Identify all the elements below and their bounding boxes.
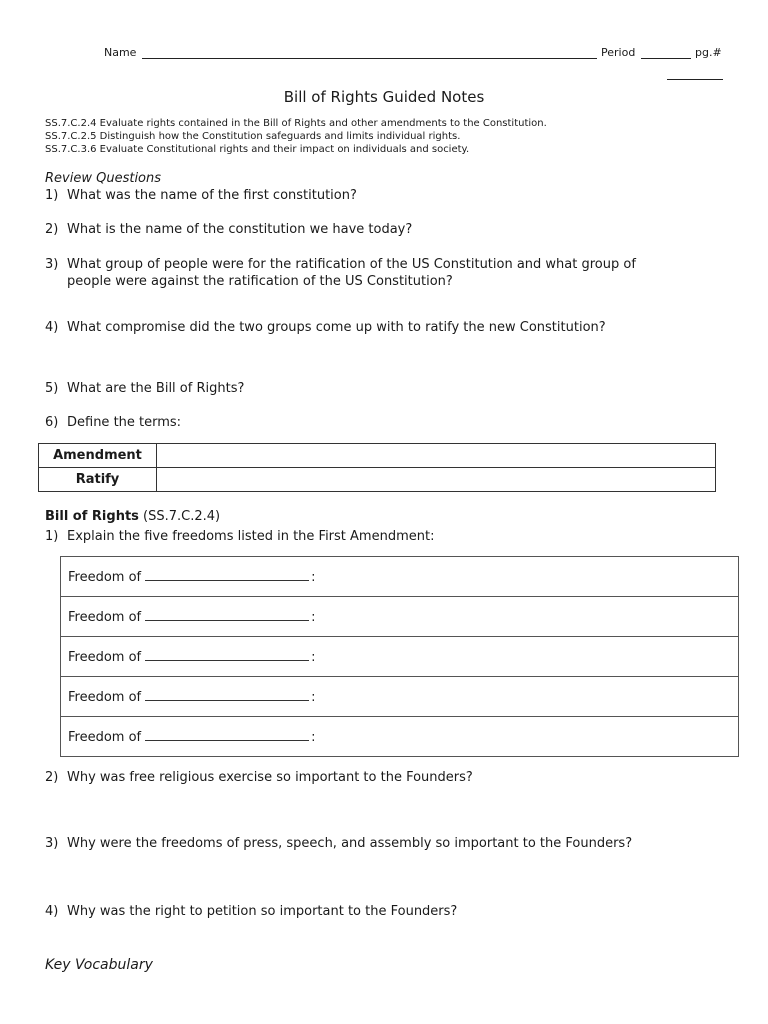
review-questions-heading: Review Questions [45,171,162,186]
page-label: pg.# [695,46,722,59]
question-text: Why were the freedoms of press, speech, and assembly so important to the Founders? [67,836,633,851]
question-text: What is the name of the constitution we have today? [67,222,413,237]
bill-of-rights-heading-bold: Bill of Rights [45,509,139,524]
table-row [61,597,739,637]
question-number: 6) [45,415,59,430]
review-question-5 [45,380,244,397]
standard-3: SS.7.C.3.6 Evaluate Constitutional rights and their impact on individuals and society. [45,144,470,155]
question-number: 1) [45,188,59,203]
freedom-row-2[interactable] [61,597,739,637]
bill-question-1 [45,528,434,545]
review-question-3 [45,256,636,290]
question-text-continued: people were against the ratification of the US Constitution? [67,274,453,289]
bill-of-rights-standard-code: (SS.7.C.2.4) [143,509,221,524]
question-text: What compromise did the two groups come up with to ratify the new Constitution? [67,320,606,335]
bill-of-rights-heading [45,509,220,524]
question-text: What are the Bill of Rights? [67,381,245,396]
freedom-prefix: Freedom of [68,569,142,585]
page-field-line[interactable] [667,79,723,80]
question-text: Why was the right to petition so important to the Founders? [67,904,458,919]
review-question-4 [45,319,606,336]
freedom-suffix: : [311,649,316,665]
bill-question-3 [45,835,632,852]
freedom-row-3[interactable] [61,637,739,677]
freedom-row-1[interactable] [61,557,739,597]
question-text: What was the name of the first constitution? [67,188,357,203]
review-question-6 [45,414,181,431]
freedom-row-5[interactable] [61,717,739,757]
question-number: 1) [45,529,59,544]
definitions-table [38,443,716,492]
freedom-prefix: Freedom of [68,729,142,745]
standard-1: SS.7.C.2.4 Evaluate rights contained in the Bill of Rights and other amendments to the Constitution. [45,118,547,129]
review-question-2 [45,221,412,238]
freedom-suffix: : [311,609,316,625]
freedom-suffix: : [311,689,316,705]
question-number: 3) [45,257,59,272]
definition-cell-ratify[interactable] [157,468,716,492]
question-number: 3) [45,836,59,851]
freedom-row-4[interactable] [61,677,739,717]
name-field-line[interactable] [142,58,597,59]
freedom-blank[interactable] [145,609,309,621]
key-vocabulary-heading: Key Vocabulary [45,957,153,973]
question-text: What group of people were for the ratification of the US Constitution and what group of [67,257,636,272]
question-text: Why was free religious exercise so important to the Founders? [67,770,473,785]
term-ratify: Ratify [39,468,157,492]
period-label: Period [601,46,636,59]
question-text: Define the terms: [67,415,182,430]
freedom-blank[interactable] [145,569,309,581]
table-row [39,444,716,468]
freedoms-table [60,556,739,757]
freedom-blank[interactable] [145,729,309,741]
table-row [61,717,739,757]
page-title: Bill of Rights Guided Notes [283,88,485,106]
question-number: 5) [45,381,59,396]
freedom-suffix: : [311,569,316,585]
question-number: 2) [45,770,59,785]
freedom-suffix: : [311,729,316,745]
table-row [61,637,739,677]
question-number: 4) [45,904,59,919]
freedom-prefix: Freedom of [68,609,142,625]
term-amendment: Amendment [39,444,157,468]
table-row [61,557,739,597]
freedom-prefix: Freedom of [68,689,142,705]
question-text: Explain the five freedoms listed in the First Amendment: [67,529,435,544]
table-row [39,468,716,492]
freedom-prefix: Freedom of [68,649,142,665]
question-number: 2) [45,222,59,237]
freedom-blank[interactable] [145,689,309,701]
table-row [61,677,739,717]
standard-2: SS.7.C.2.5 Distinguish how the Constitution safeguards and limits individual rights. [45,131,461,142]
freedom-blank[interactable] [145,649,309,661]
period-field-line[interactable] [641,58,691,59]
review-question-1 [45,187,357,204]
definition-cell-amendment[interactable] [157,444,716,468]
bill-question-2 [45,769,473,786]
question-number: 4) [45,320,59,335]
name-label: Name [104,46,137,59]
bill-question-4 [45,903,457,920]
